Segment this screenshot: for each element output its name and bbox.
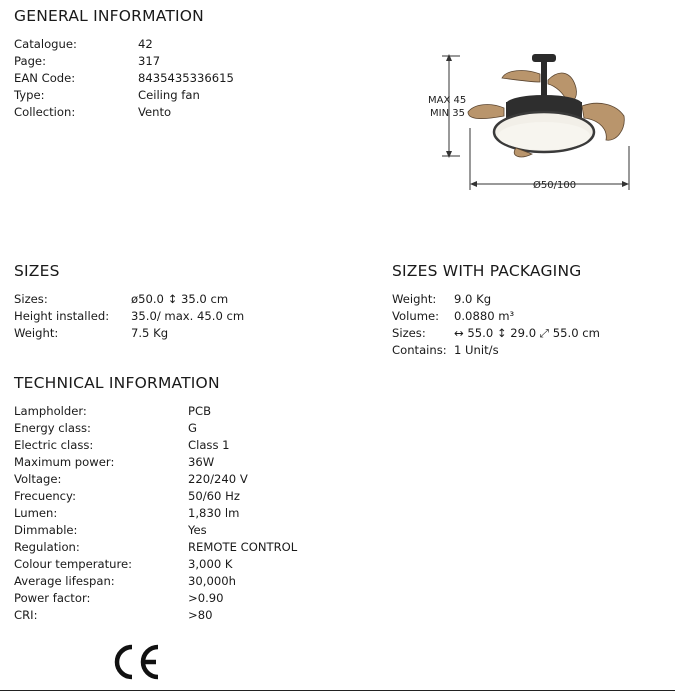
row-value: 7.5 Kg (131, 326, 169, 340)
row-label: Lampholder: (14, 404, 87, 418)
row-label: Sizes: (392, 326, 426, 340)
row-label: Average lifespan: (14, 574, 115, 588)
row-label: Dimmable: (14, 523, 78, 537)
table-row (392, 308, 662, 325)
table-row (14, 556, 334, 573)
row-label: Sizes: (14, 292, 48, 306)
row-label: EAN Code: (14, 71, 76, 85)
row-label: Regulation: (14, 540, 80, 554)
row-label: CRI: (14, 608, 38, 622)
table-row (14, 325, 314, 342)
row-value: 36W (188, 455, 215, 469)
row-value: REMOTE CONTROL (188, 540, 298, 554)
row-label: Frecuency: (14, 489, 76, 503)
table-row (14, 36, 314, 53)
table-row (14, 590, 334, 607)
table-row (14, 488, 334, 505)
table-row (14, 539, 334, 556)
table-row (392, 342, 662, 359)
row-value: 30,000h (188, 574, 236, 588)
row-label: Energy class: (14, 421, 91, 435)
table-row (14, 607, 334, 624)
row-label: Collection: (14, 105, 76, 119)
row-value: 0.0880 m³ (454, 309, 515, 323)
table-row (392, 325, 662, 342)
max-height-label: MAX 45 (428, 95, 467, 106)
general-information-heading: GENERAL INFORMATION (14, 7, 204, 25)
row-value: 3,000 K (188, 557, 233, 571)
row-value: Vento (138, 105, 172, 119)
sizes-heading: SIZES (14, 262, 60, 280)
table-row (14, 522, 334, 539)
table-row (14, 53, 314, 70)
row-label: Height installed: (14, 309, 110, 323)
table-row (14, 104, 314, 121)
general-information-table (14, 36, 314, 121)
row-value: 1,830 lm (188, 506, 240, 520)
row-label: Maximum power: (14, 455, 115, 469)
table-row (14, 87, 314, 104)
table-row (14, 308, 314, 325)
row-label: Volume: (392, 309, 440, 323)
row-value: G (188, 421, 197, 435)
row-label: Power factor: (14, 591, 91, 605)
row-label: Weight: (392, 292, 437, 306)
row-value: ↔ 55.0 ↕ 29.0 ⤢ 55.0 cm (454, 326, 600, 340)
row-value: Yes (188, 523, 207, 537)
table-row (14, 573, 334, 590)
row-value: 35.0/ max. 45.0 cm (131, 309, 245, 323)
row-value: 8435435336615 (138, 71, 234, 85)
row-label: Voltage: (14, 472, 62, 486)
row-label: Contains: (392, 343, 447, 357)
row-label: Type: (14, 88, 45, 102)
technical-information-table (14, 403, 334, 624)
row-label: Catalogue: (14, 37, 77, 51)
table-row (14, 403, 334, 420)
table-row (14, 437, 334, 454)
technical-information-heading: TECHNICAL INFORMATION (14, 374, 220, 392)
row-value: 9.0 Kg (454, 292, 492, 306)
row-label: Lumen: (14, 506, 58, 520)
ce-mark (112, 642, 162, 682)
packaging-heading: SIZES WITH PACKAGING (392, 262, 582, 280)
table-row (14, 471, 334, 488)
row-label: Weight: (14, 326, 59, 340)
ceiling-fan-diagram (420, 40, 640, 200)
row-value: 1 Unit/s (454, 343, 499, 357)
row-value: ø50.0 ↕ 35.0 cm (131, 292, 229, 306)
table-row (392, 291, 662, 308)
row-value: Class 1 (188, 438, 230, 452)
row-value: 317 (138, 54, 161, 68)
row-value: Ceiling fan (138, 88, 200, 102)
row-label: Electric class: (14, 438, 94, 452)
ce-mark-icon (112, 642, 162, 682)
table-row (14, 70, 314, 87)
packaging-table (392, 291, 662, 359)
row-label: Colour temperature: (14, 557, 133, 571)
table-row (14, 454, 334, 471)
row-value: 42 (138, 37, 153, 51)
row-value: 220/240 V (188, 472, 248, 486)
table-row (14, 291, 314, 308)
min-height-label: MIN 35 (430, 108, 465, 119)
row-value: >0.90 (188, 591, 224, 605)
table-row (14, 505, 334, 522)
row-value: PCB (188, 404, 212, 418)
table-row (14, 420, 334, 437)
diameter-label: Ø50/100 (533, 180, 577, 191)
row-label: Page: (14, 54, 46, 68)
bottom-divider (0, 690, 675, 691)
ceiling-fan-diagram-icon (420, 40, 640, 200)
row-value: 50/60 Hz (188, 489, 240, 503)
sizes-table (14, 291, 314, 342)
row-value: >80 (188, 608, 213, 622)
